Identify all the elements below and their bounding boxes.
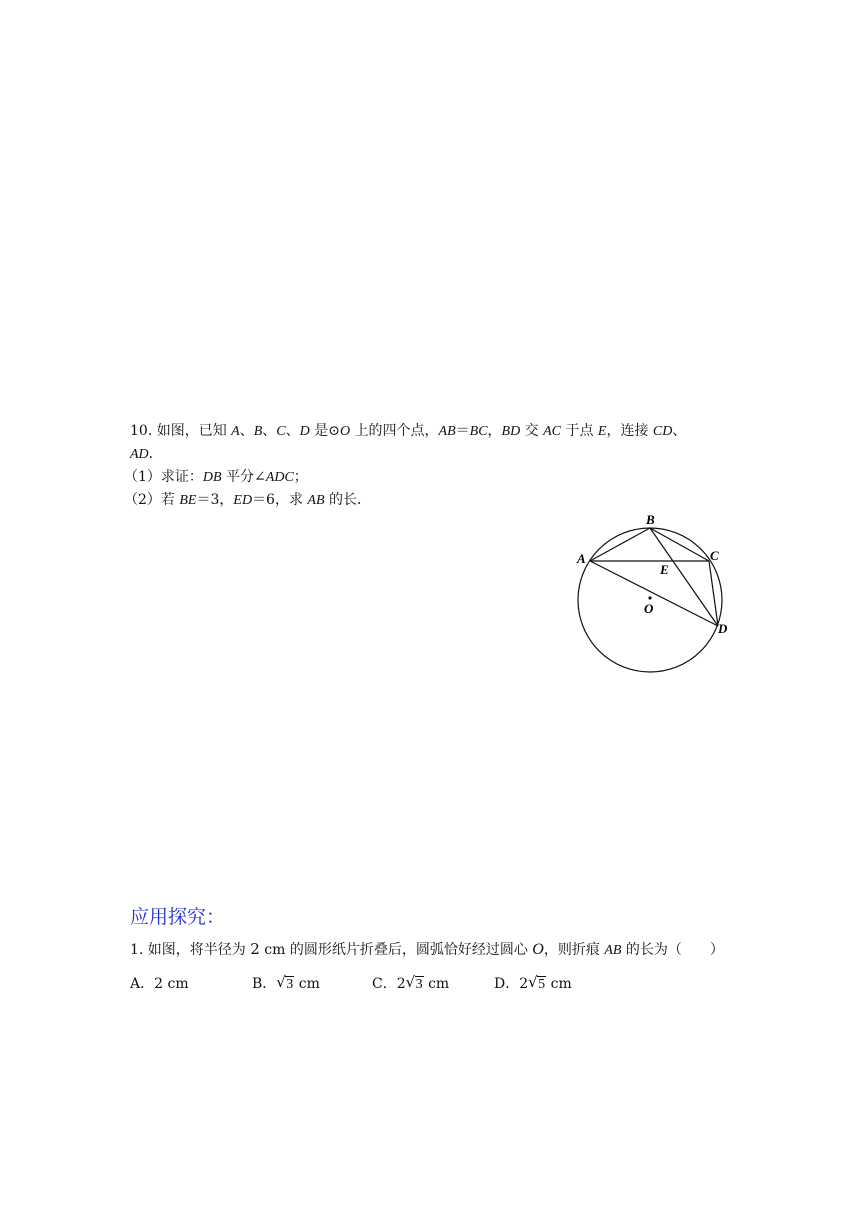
- label-a: A: [577, 551, 586, 566]
- label-c: C: [710, 548, 719, 563]
- problem1-stem: 1. 如图，将半径为 2 cm 的圆形纸片折叠后，圆弧恰好经过圆心 O，则折痕 AB 的长为（ ）: [130, 940, 724, 958]
- option-c[interactable]: C．2 √ 3 cm: [372, 974, 449, 995]
- circle-figure: [560, 505, 760, 685]
- center-point: [648, 596, 651, 599]
- problem10-part2: （2）若 BE＝3，ED＝6，求 AB 的长．: [124, 492, 371, 508]
- segment-bc: [650, 528, 709, 561]
- label-b: B: [646, 512, 655, 527]
- section-title: 应用探究：: [130, 906, 226, 928]
- sqrt-symbol: √ 3: [405, 973, 423, 992]
- problem10-line1: 10. 如图，已知 A、B、C、D 是⊙O 上的四个点，AB＝BC，BD 交 AC 于点 E，连接 CD、: [130, 423, 687, 439]
- label-e: E: [660, 562, 669, 577]
- segment-cd: [709, 561, 718, 626]
- segment-bd: [650, 528, 718, 626]
- sqrt-symbol: √ 3: [276, 973, 294, 992]
- sqrt-symbol: √ 5: [528, 973, 546, 992]
- option-d[interactable]: D．2 √ 5 cm: [494, 974, 572, 995]
- label-d: D: [718, 621, 728, 636]
- segment-ad: [590, 561, 718, 626]
- problem10-part1: （1）求证：DB 平分∠ADC；: [124, 469, 308, 485]
- option-a[interactable]: A．2 cm: [130, 976, 189, 992]
- problem10-line2: AD．: [130, 446, 163, 462]
- segment-ab: [590, 528, 650, 561]
- option-b[interactable]: B． √ 3 cm: [252, 974, 320, 995]
- label-o: O: [644, 601, 654, 616]
